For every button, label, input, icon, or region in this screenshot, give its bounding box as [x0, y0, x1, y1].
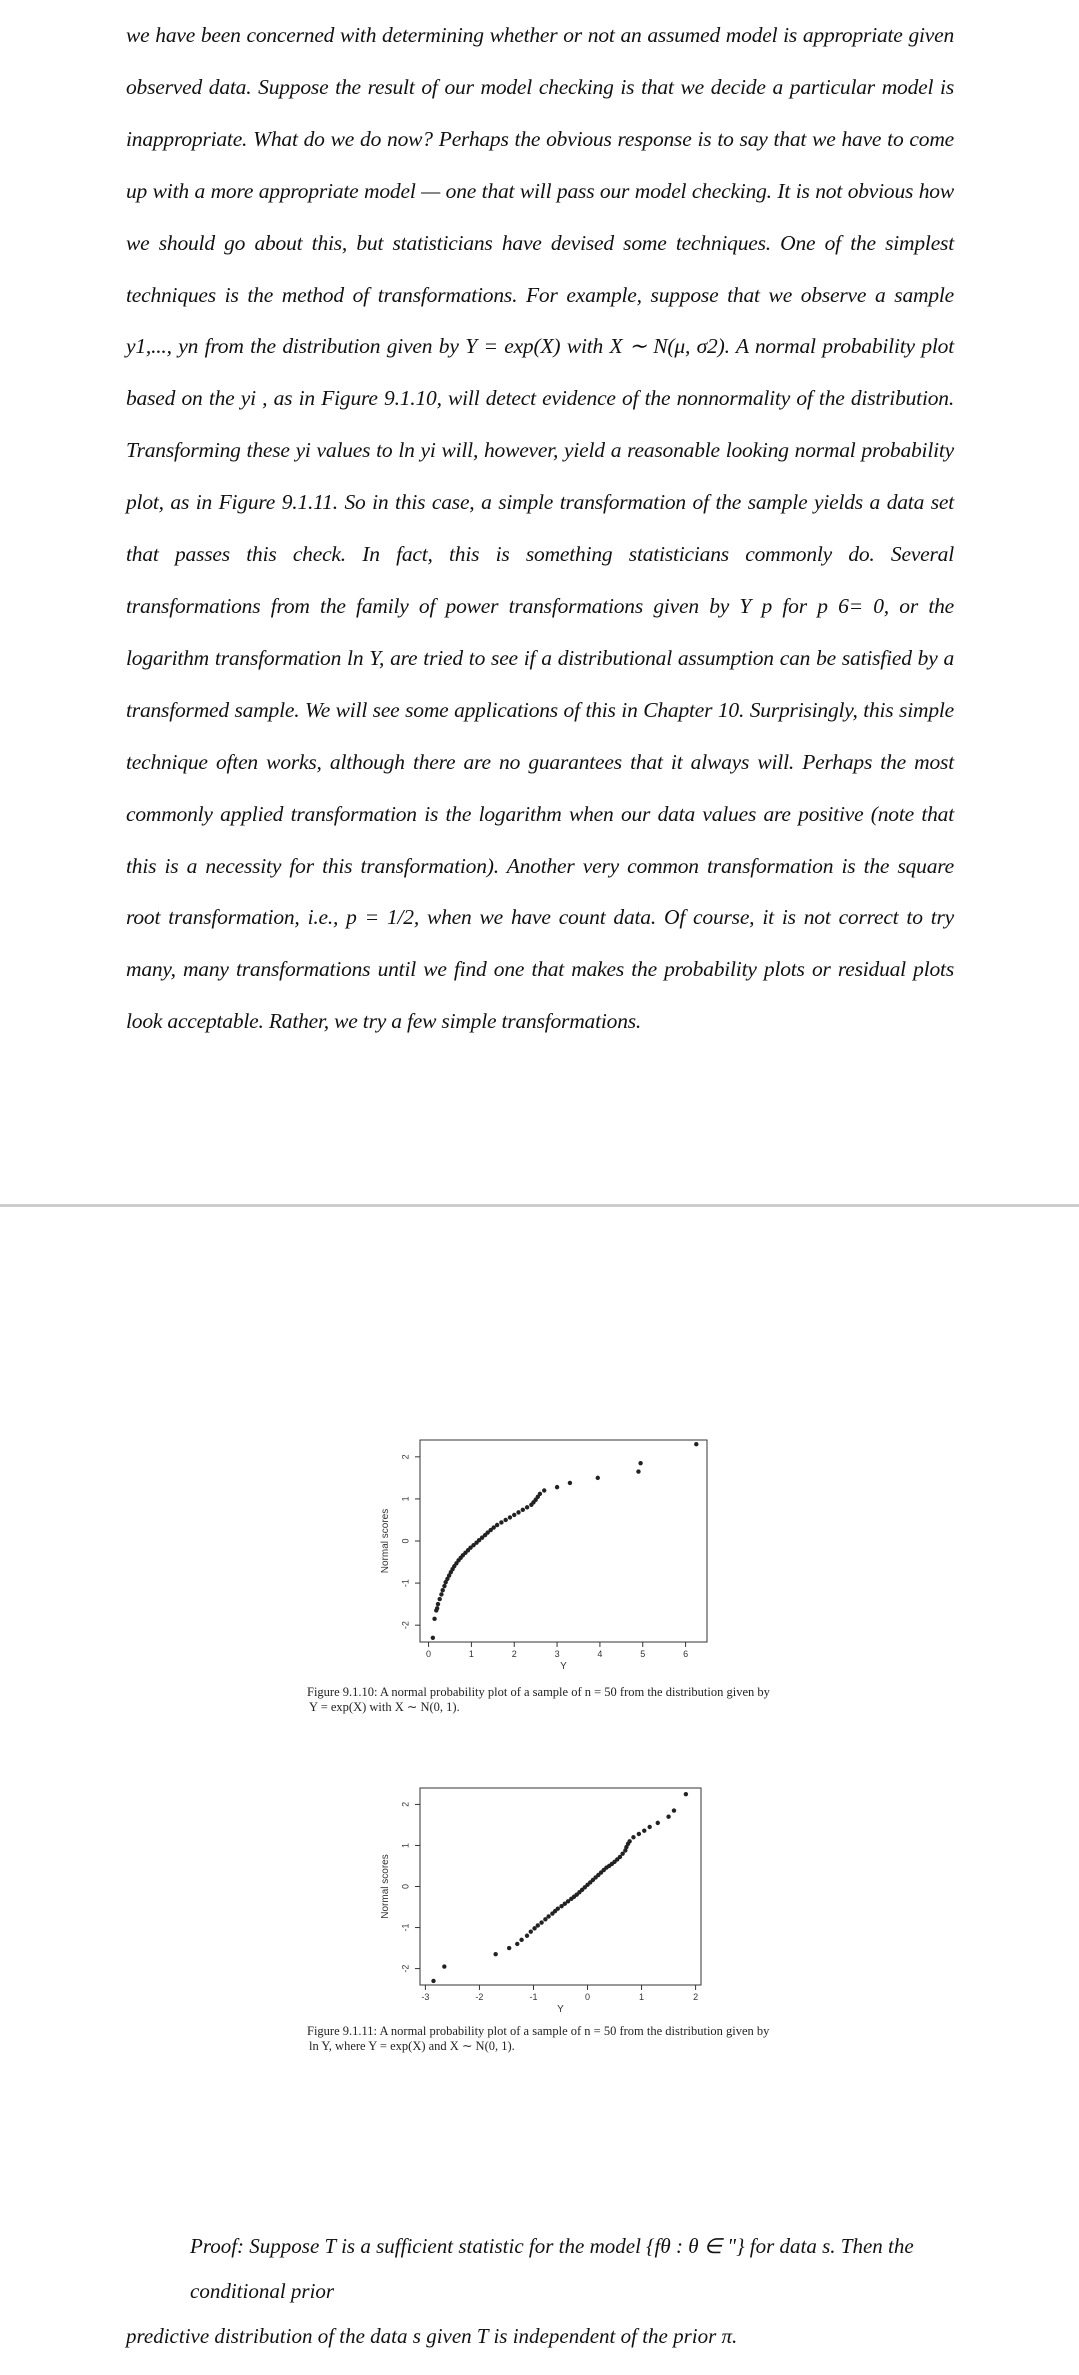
data-point	[538, 1492, 542, 1496]
x-tick-label: 4	[597, 1649, 603, 1659]
x-axis-label: Y	[560, 1661, 567, 1672]
data-point	[515, 1942, 519, 1946]
data-point	[519, 1938, 523, 1942]
x-tick-label: -2	[475, 1992, 484, 2002]
data-point	[503, 1518, 507, 1522]
x-tick-label: 1	[639, 1992, 645, 2002]
data-point	[508, 1515, 512, 1519]
figure-9-1-10	[300, 1430, 840, 1680]
data-point	[431, 1979, 435, 1983]
x-tick-label: 5	[640, 1649, 646, 1659]
data-point	[516, 1510, 520, 1514]
y-tick-label: 2	[400, 1454, 411, 1460]
data-point	[512, 1513, 516, 1517]
x-axis-label: Y	[557, 2004, 564, 2015]
figure-caption-line: Figure 9.1.10: A normal probability plot of a sample of n = 50 from the distribution given by	[307, 1685, 770, 1699]
page-divider	[0, 1204, 1079, 1207]
x-tick-label: 6	[683, 1649, 689, 1659]
data-point	[642, 1828, 646, 1832]
y-tick-label: -1	[400, 1923, 411, 1932]
body-paragraph-text: we have been concerned with determining whether or not an assumed model is appropriate given observed data. Suppose the result of our model checking is that we decide a particular model is inappropriate. What do we do now? Perhaps the obvious response is to say that we have to come up with a more appropriate model — one that will pass our model checking. It is not obvious how we should go about this, but statisticians have devised some techniques. One of the simplest techniques is the method of transformations. For example, suppose that we observe a sample y1,..., yn from the distribution given by Y = exp(X) with X ∼ N(μ, σ2). A normal probability plot based on the yi , as in Figure 9.1.10, will detect evidence of the nonnormality of the distribution. Transforming these yi values to ln yi will, however, yield a reasonable looking normal probability plot, as in Figure 9.1.11. So in this case, a simple transformation of the sample yields a data set that passes this check. In fact, this is something statisticians commonly do. Several transformations from the family of power transformations given by Y p for p 6= 0, or the logarithm transformation ln Y, are tried to see if a distributional assumption can be satisfied by a transformed sample. We will see some applications of this in Chapter 10. Surprisingly, this simple technique often works, although there are no guarantees that it always will. Perhaps the most commonly applied transformation is the logarithm when our data values are positive (note that this is a necessity for this transformation). Another very common transformation is the square root transformation, i.e., p = 1/2, when we have count data. Of course, it is not correct to try many, many transformations until we find one that makes the probability plots or residual plots look acceptable. Rather, we try a few simple transformations.	[126, 23, 954, 1034]
data-point	[638, 1461, 642, 1465]
y-axis-label: Normal scores	[380, 1854, 391, 1919]
data-point	[656, 1821, 660, 1825]
data-point	[525, 1505, 529, 1509]
data-point	[556, 1906, 560, 1910]
data-point	[631, 1835, 635, 1839]
figure-caption-line: Y = exp(X) with X ∼ N(0, 1).	[309, 1700, 460, 1714]
figure-caption-line: ln Y, where Y = exp(X) and X ∼ N(0, 1).	[309, 2039, 515, 2053]
normal-probability-plot-2	[300, 1777, 780, 2022]
data-point	[438, 1597, 442, 1601]
figure-9-1-11	[300, 1777, 840, 2022]
data-point	[431, 1636, 435, 1640]
data-point	[442, 1584, 446, 1588]
y-tick-label: 2	[400, 1801, 411, 1807]
data-point	[439, 1592, 443, 1596]
data-point	[499, 1520, 503, 1524]
body-paragraph	[126, 10, 954, 1048]
proof-line: Proof: Suppose T is a sufficient statistic for the model {fθ : θ ∈ "} for data s. Then the conditional prior	[190, 2234, 914, 2303]
y-axis-label: Normal scores	[380, 1508, 391, 1574]
data-point	[627, 1839, 631, 1843]
x-tick-label: -1	[529, 1992, 538, 2002]
data-point	[442, 1964, 446, 1968]
data-point	[568, 1481, 572, 1485]
y-tick-label: -2	[400, 1621, 411, 1630]
data-point	[432, 1617, 436, 1621]
data-point	[529, 1929, 533, 1933]
x-tick-label: 3	[554, 1649, 560, 1659]
data-point	[441, 1588, 445, 1592]
plot-frame	[420, 1440, 707, 1642]
x-tick-label: 1	[468, 1649, 474, 1659]
figure-caption-line: Figure 9.1.11: A normal probability plot of a sample of n = 50 from the distribution given by	[307, 2024, 770, 2038]
data-point	[536, 1923, 540, 1927]
data-point	[521, 1508, 525, 1512]
data-point	[495, 1523, 499, 1527]
data-point	[666, 1815, 670, 1819]
figure-caption-9-1-10	[307, 1685, 827, 1715]
y-tick-label: 1	[400, 1496, 411, 1502]
data-point	[555, 1485, 559, 1489]
data-point	[493, 1952, 497, 1956]
data-point	[694, 1442, 698, 1446]
x-tick-label: 2	[693, 1992, 699, 2002]
x-tick-label: 0	[426, 1649, 432, 1659]
data-point	[684, 1792, 688, 1796]
data-point	[436, 1602, 440, 1606]
data-point	[637, 1832, 641, 1836]
y-tick-label: 1	[400, 1842, 411, 1848]
proof-line: predictive distribution of the data s given T is independent of the prior π.	[126, 2324, 738, 2348]
data-point	[435, 1606, 439, 1610]
data-point	[525, 1934, 529, 1938]
data-point	[507, 1946, 511, 1950]
x-tick-label: 0	[585, 1992, 591, 2002]
plot-frame	[420, 1788, 701, 1985]
data-point	[596, 1476, 600, 1480]
data-point	[542, 1488, 546, 1492]
normal-probability-plot-1	[300, 1430, 780, 1680]
data-point	[546, 1914, 550, 1918]
x-tick-label: 2	[511, 1649, 517, 1659]
y-tick-label: -1	[400, 1579, 411, 1588]
y-tick-label: 0	[400, 1538, 411, 1544]
figure-caption-9-1-11	[307, 2024, 827, 2054]
data-point	[539, 1920, 543, 1924]
x-tick-label: -3	[421, 1992, 430, 2002]
y-tick-label: 0	[400, 1883, 411, 1890]
proof-paragraph	[126, 2224, 966, 2359]
data-point	[647, 1825, 651, 1829]
data-point	[672, 1808, 676, 1812]
data-point	[636, 1469, 640, 1473]
y-tick-label: -2	[400, 1964, 411, 1973]
